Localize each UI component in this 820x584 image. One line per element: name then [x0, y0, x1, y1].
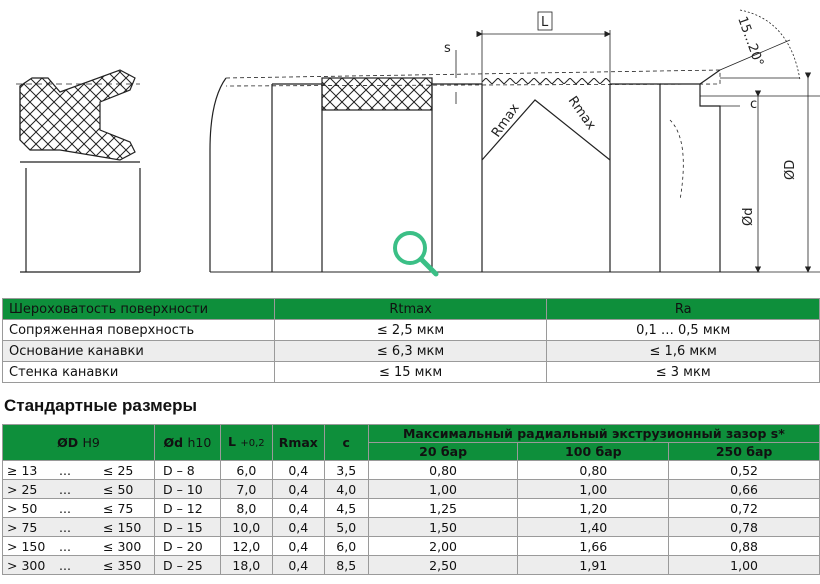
table-cell: Основание канавки — [3, 341, 275, 362]
table-cell: 0,80 — [368, 461, 518, 480]
table-cell-range: > 50 ... ≤ 75 — [3, 499, 155, 518]
col-header-od: ØD H9 — [3, 425, 155, 461]
table-cell: 1,91 — [518, 556, 669, 575]
table-row — [3, 499, 820, 518]
table-row — [3, 537, 820, 556]
table-cell: 0,52 — [669, 461, 820, 480]
table-cell: 0,72 — [669, 499, 820, 518]
table-cell: 1,20 — [518, 499, 669, 518]
table-cell: 10,0 — [220, 518, 272, 537]
col-header-rmax: Rmax — [272, 425, 324, 461]
table-cell: 2,00 — [368, 537, 518, 556]
col-header-c: c — [324, 425, 368, 461]
table-cell: 0,4 — [272, 480, 324, 499]
table-cell: 4,0 — [324, 480, 368, 499]
table-cell: 4,5 — [324, 499, 368, 518]
housing — [210, 70, 760, 272]
table-cell: ≤ 15 мкм — [274, 362, 547, 383]
table-cell: ≤ 6,3 мкм — [274, 341, 547, 362]
table-cell: 0,4 — [272, 461, 324, 480]
col-header-id: Ød h10 — [154, 425, 220, 461]
table-cell: ≤ 2,5 мкм — [274, 320, 547, 341]
col-header-gap: Максимальный радиальный экструзионный зазор s* — [368, 425, 819, 443]
table-cell: 1,00 — [518, 480, 669, 499]
table-cell: D – 10 — [154, 480, 220, 499]
table-cell: 5,0 — [324, 518, 368, 537]
zoom-icon[interactable] — [388, 226, 444, 282]
table-cell: 1,66 — [518, 537, 669, 556]
table-row — [3, 362, 820, 383]
table-row — [3, 320, 820, 341]
table-cell: 0,4 — [272, 518, 324, 537]
table-cell: 1,50 — [368, 518, 518, 537]
table-row — [3, 480, 820, 499]
table-cell: 0,88 — [669, 537, 820, 556]
table-cell: ≤ 3 мкм — [547, 362, 820, 383]
table-cell: Сопряженная поверхность — [3, 320, 275, 341]
table-cell: 1,00 — [368, 480, 518, 499]
table-row — [3, 518, 820, 537]
table-cell-range: ≥ 13 ... ≤ 25 — [3, 461, 155, 480]
col-header-ra: Ra — [547, 299, 820, 320]
section-title: Стандартные размеры — [4, 396, 198, 415]
roughness-table — [2, 298, 820, 383]
table-cell: 8,5 — [324, 556, 368, 575]
table-row — [3, 341, 820, 362]
seal-profile — [16, 70, 140, 272]
table-cell-range: > 300 ... ≤ 350 — [3, 556, 155, 575]
table-cell: 1,40 — [518, 518, 669, 537]
table-cell: 8,0 — [220, 499, 272, 518]
table-cell: ≤ 1,6 мкм — [547, 341, 820, 362]
table-cell: 0,78 — [669, 518, 820, 537]
label-l: L — [541, 15, 549, 30]
table-cell: 2,50 — [368, 556, 518, 575]
table-cell: 0,4 — [272, 556, 324, 575]
label-c: c — [750, 97, 758, 112]
col-header-l: L +0,2 — [220, 425, 272, 461]
table-cell: 6,0 — [324, 537, 368, 556]
table-cell: D – 12 — [154, 499, 220, 518]
table-cell: D – 20 — [154, 537, 220, 556]
table-row — [3, 556, 820, 575]
dimensions — [456, 10, 820, 272]
table-cell: 7,0 — [220, 480, 272, 499]
col-header-250bar: 250 бар — [669, 443, 820, 461]
label-rmax-right: Rmax — [564, 93, 599, 133]
table-cell: D – 15 — [154, 518, 220, 537]
label-od: ØD — [783, 159, 798, 180]
table-cell: 0,4 — [272, 499, 324, 518]
table-cell: Стенка канавки — [3, 362, 275, 383]
col-header-100bar: 100 бар — [518, 443, 669, 461]
table-cell: 18,0 — [220, 556, 272, 575]
table-cell-range: > 75 ... ≤ 150 — [3, 518, 155, 537]
col-header-rtmax: Rtmax — [274, 299, 547, 320]
table-cell: D – 8 — [154, 461, 220, 480]
sizes-table — [2, 424, 820, 575]
table-cell-range: > 150 ... ≤ 300 — [3, 537, 155, 556]
table-cell: 0,1 … 0,5 мкм — [547, 320, 820, 341]
table-cell-range: > 25 ... ≤ 50 — [3, 480, 155, 499]
table-cell: 0,66 — [669, 480, 820, 499]
col-header-roughness: Шероховатость поверхности — [3, 299, 275, 320]
table-cell: 3,5 — [324, 461, 368, 480]
table-cell: 1,00 — [669, 556, 820, 575]
label-id: Ød — [741, 207, 756, 226]
col-header-20bar: 20 бар — [368, 443, 518, 461]
table-row — [3, 461, 820, 480]
table-cell: D – 25 — [154, 556, 220, 575]
label-angle: 15...20° — [734, 14, 767, 69]
label-rmax-left: Rmax — [488, 101, 523, 141]
table-cell: 0,4 — [272, 537, 324, 556]
table-cell: 6,0 — [220, 461, 272, 480]
table-cell: 0,80 — [518, 461, 669, 480]
label-s: s — [444, 41, 451, 56]
table-cell: 12,0 — [220, 537, 272, 556]
table-cell: 1,25 — [368, 499, 518, 518]
